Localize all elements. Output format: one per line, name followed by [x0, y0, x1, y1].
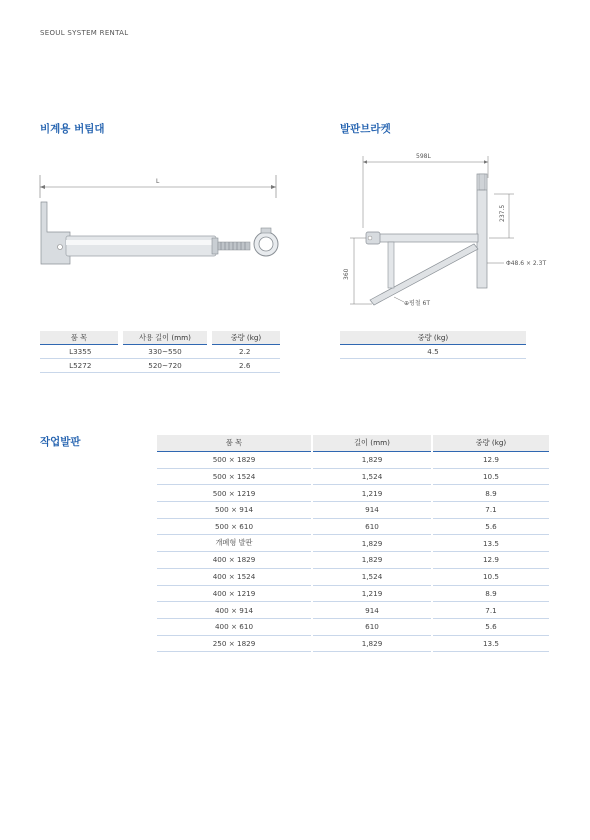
platform-spec-table [157, 435, 549, 652]
table-row [157, 518, 549, 535]
table-cell: 400 × 1829 [157, 552, 312, 569]
table-cell: 개폐형 발판 [157, 535, 312, 552]
table-cell: 4.5 [340, 345, 526, 359]
table-cell: 1,524 [312, 568, 432, 585]
table-cell: 1,829 [312, 552, 432, 569]
table-cell: 400 × 914 [157, 602, 312, 619]
table-cell: 1,219 [312, 485, 432, 502]
dim-label-flat: ⊕평철 6T [404, 300, 431, 307]
table-cell: 500 × 1524 [157, 468, 312, 485]
table-row [157, 485, 549, 502]
table-row [157, 502, 549, 519]
table-cell: L3355 [40, 345, 121, 359]
table-row [157, 468, 549, 485]
col-header: 품 목 [157, 435, 312, 452]
table-cell: 500 × 1219 [157, 485, 312, 502]
table-row [157, 452, 549, 469]
table-row [40, 359, 280, 373]
table-row [157, 568, 549, 585]
table-cell: 1,829 [312, 535, 432, 552]
brace-spec-table [40, 331, 280, 373]
table-cell: 2.2 [210, 345, 281, 359]
col-header: 중량 (kg) [210, 331, 281, 345]
table-cell: 520~720 [121, 359, 210, 373]
table-cell: 12.9 [432, 552, 549, 569]
bracket-spec-table [340, 331, 526, 359]
table-row [157, 535, 549, 552]
table-cell: 1,829 [312, 635, 432, 652]
table-cell: 610 [312, 618, 432, 635]
table-row [157, 602, 549, 619]
dim-label-top: 237.5 [499, 204, 506, 222]
table-cell: 5.6 [432, 518, 549, 535]
section-title-brace: 비계용 버팀대 [40, 123, 105, 135]
table-cell: 13.5 [432, 635, 549, 652]
dim-label-l: L [156, 178, 160, 185]
table-cell: 400 × 1219 [157, 585, 312, 602]
dim-label-width: 598L [416, 153, 431, 160]
table-cell: 330~550 [121, 345, 210, 359]
table-cell: 8.9 [432, 585, 549, 602]
brand-header: SEOUL SYSTEM RENTAL [40, 29, 129, 37]
table-cell: 12.9 [432, 452, 549, 469]
table-row [340, 345, 526, 359]
table-cell: 500 × 1829 [157, 452, 312, 469]
table-cell: 400 × 610 [157, 618, 312, 635]
table-cell: 914 [312, 602, 432, 619]
table-row [157, 552, 549, 569]
table-cell: 8.9 [432, 485, 549, 502]
table-cell: 500 × 610 [157, 518, 312, 535]
table-cell: 250 × 1829 [157, 635, 312, 652]
section-title-bracket: 발판브라켓 [340, 123, 391, 135]
table-row [157, 585, 549, 602]
col-header: 중량 (kg) [340, 331, 526, 345]
table-cell: 1,524 [312, 468, 432, 485]
table-row [157, 635, 549, 652]
bracket-diagram [334, 148, 564, 318]
table-cell: 500 × 914 [157, 502, 312, 519]
table-row [40, 345, 280, 359]
table-cell: 10.5 [432, 568, 549, 585]
col-header: 사용 길이 (mm) [121, 331, 210, 345]
col-header: 길이 (mm) [312, 435, 432, 452]
table-cell: 13.5 [432, 535, 549, 552]
table-cell: 7.1 [432, 502, 549, 519]
col-header: 품 목 [40, 331, 121, 345]
table-cell: 7.1 [432, 602, 549, 619]
dim-label-side: 360 [343, 268, 350, 280]
brace-diagram [36, 172, 284, 272]
dim-label-pipe: Φ48.6 × 2.3T [506, 260, 547, 267]
table-cell: 914 [312, 502, 432, 519]
table-cell: 2.6 [210, 359, 281, 373]
table-cell: 1,219 [312, 585, 432, 602]
table-cell: 10.5 [432, 468, 549, 485]
table-cell: L5272 [40, 359, 121, 373]
table-cell: 1,829 [312, 452, 432, 469]
table-row [157, 618, 549, 635]
section-title-platform: 작업발판 [40, 436, 81, 448]
table-cell: 5.6 [432, 618, 549, 635]
table-cell: 400 × 1524 [157, 568, 312, 585]
table-cell: 610 [312, 518, 432, 535]
col-header: 중량 (kg) [432, 435, 549, 452]
